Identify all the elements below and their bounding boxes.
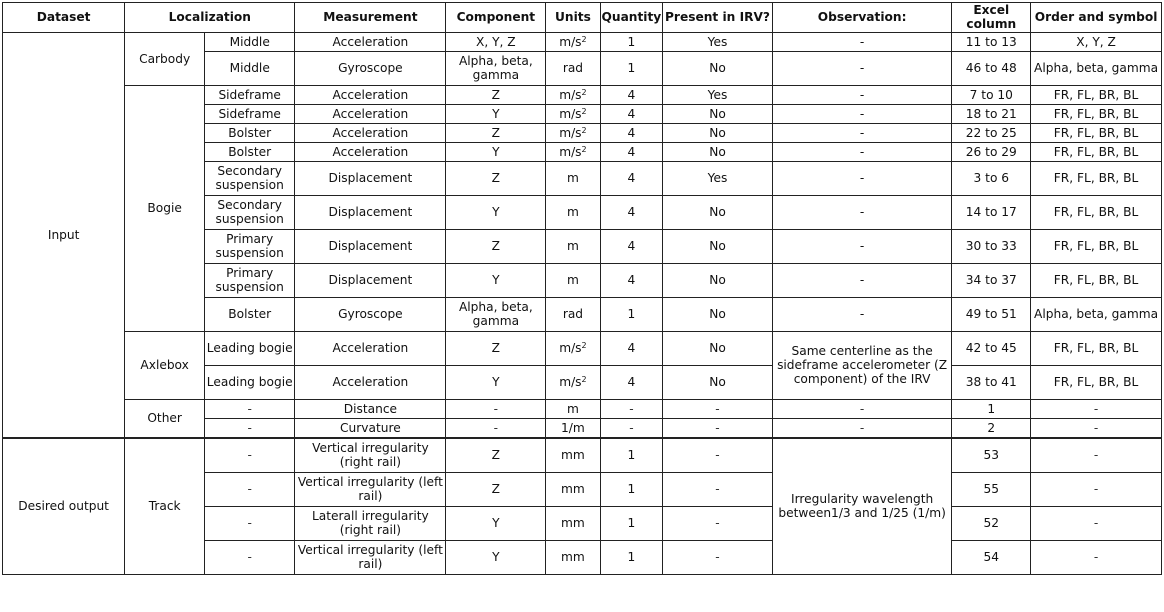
cell-excel: 30 to 33 bbox=[952, 229, 1031, 263]
data-table bbox=[2, 2, 1162, 575]
cell-loc: Sideframe bbox=[205, 104, 295, 123]
header-row bbox=[3, 3, 1162, 33]
cell-obs: - bbox=[772, 32, 952, 51]
cell-obs: - bbox=[772, 229, 952, 263]
cell-excel: 1 bbox=[952, 399, 1031, 418]
cell-meas: Laterall irregularity (right rail) bbox=[295, 506, 446, 540]
cell-irv: No bbox=[663, 195, 773, 229]
units-exp: 2 bbox=[581, 125, 587, 135]
cell-order: - bbox=[1031, 540, 1162, 574]
cell-comp: Y bbox=[446, 104, 546, 123]
cell-comp: Y bbox=[446, 142, 546, 161]
cell-loc: Bolster bbox=[205, 297, 295, 331]
cell-comp: Alpha, beta, gamma bbox=[446, 51, 546, 85]
cell-obs: - bbox=[772, 195, 952, 229]
cell-qty: 4 bbox=[600, 229, 663, 263]
cell-loc: Leading bogie bbox=[205, 331, 295, 365]
cell-units bbox=[546, 85, 600, 104]
header-measurement: Measurement bbox=[295, 3, 446, 33]
cell-excel: 34 to 37 bbox=[952, 263, 1031, 297]
cell-qty: 4 bbox=[600, 142, 663, 161]
cell-units: m bbox=[546, 195, 600, 229]
cell-excel: 3 to 6 bbox=[952, 161, 1031, 195]
cell-units bbox=[546, 365, 600, 399]
cell-obs-merged: Same centerline as the sideframe accelerometer (Z component) of the IRV bbox=[772, 331, 952, 399]
cell-loc: - bbox=[205, 438, 295, 473]
cell-units: m bbox=[546, 229, 600, 263]
units-base: m/s bbox=[559, 87, 582, 102]
cell-qty: 4 bbox=[600, 263, 663, 297]
units-base: m/s bbox=[559, 34, 582, 49]
cell-comp: Y bbox=[446, 263, 546, 297]
cell-meas: Vertical irregularity (left rail) bbox=[295, 540, 446, 574]
cell-loc: Bolster bbox=[205, 123, 295, 142]
cell-loc: Sideframe bbox=[205, 85, 295, 104]
cell-qty: 4 bbox=[600, 123, 663, 142]
units-base: m/s bbox=[559, 106, 582, 121]
cell-meas: Curvature bbox=[295, 418, 446, 438]
cell-meas: Vertical irregularity (left rail) bbox=[295, 472, 446, 506]
cell-irv: No bbox=[663, 365, 773, 399]
header-quantity: Quantity bbox=[600, 3, 663, 33]
cell-excel: 22 to 25 bbox=[952, 123, 1031, 142]
cell-units: m bbox=[546, 161, 600, 195]
cell-irv: No bbox=[663, 104, 773, 123]
cell-comp: Y bbox=[446, 540, 546, 574]
units-base: m/s bbox=[559, 144, 582, 159]
cell-excel: 42 to 45 bbox=[952, 331, 1031, 365]
cell-qty: 1 bbox=[600, 472, 663, 506]
cell-qty: 1 bbox=[600, 506, 663, 540]
cell-qty: - bbox=[600, 418, 663, 438]
cell-excel: 2 bbox=[952, 418, 1031, 438]
cell-obs: - bbox=[772, 399, 952, 418]
cell-meas: Displacement bbox=[295, 195, 446, 229]
cell-qty: 4 bbox=[600, 161, 663, 195]
cell-order: - bbox=[1031, 472, 1162, 506]
cell-irv: - bbox=[663, 472, 773, 506]
cell-irv: No bbox=[663, 229, 773, 263]
cell-qty: 4 bbox=[600, 331, 663, 365]
cell-obs: - bbox=[772, 161, 952, 195]
cell-meas: Vertical irregularity (right rail) bbox=[295, 438, 446, 473]
cell-loc: - bbox=[205, 418, 295, 438]
cell-comp: Z bbox=[446, 472, 546, 506]
cell-meas: Acceleration bbox=[295, 123, 446, 142]
cell-meas: Gyroscope bbox=[295, 51, 446, 85]
cell-comp: X, Y, Z bbox=[446, 32, 546, 51]
cell-meas: Displacement bbox=[295, 229, 446, 263]
cell-irv: Yes bbox=[663, 161, 773, 195]
cell-order: FR, FL, BR, BL bbox=[1031, 104, 1162, 123]
cell-loc: Bolster bbox=[205, 142, 295, 161]
header-component: Component bbox=[446, 3, 546, 33]
cell-units: 1/m bbox=[546, 418, 600, 438]
cell-order: FR, FL, BR, BL bbox=[1031, 123, 1162, 142]
cell-units: mm bbox=[546, 506, 600, 540]
cell-excel: 53 bbox=[952, 438, 1031, 473]
header-units: Units bbox=[546, 3, 600, 33]
table-row bbox=[3, 85, 1162, 104]
units-base: m/s bbox=[559, 375, 582, 390]
cell-qty: 4 bbox=[600, 85, 663, 104]
cell-irv: No bbox=[663, 263, 773, 297]
cell-obs: - bbox=[772, 263, 952, 297]
cell-comp: - bbox=[446, 399, 546, 418]
cell-irv: No bbox=[663, 123, 773, 142]
cell-units: m bbox=[546, 399, 600, 418]
cell-excel: 7 to 10 bbox=[952, 85, 1031, 104]
cell-obs: - bbox=[772, 51, 952, 85]
cell-loc: Middle bbox=[205, 32, 295, 51]
units-exp: 2 bbox=[581, 87, 587, 97]
units-base: m/s bbox=[559, 341, 582, 356]
group-other: Other bbox=[125, 399, 205, 438]
cell-loc: - bbox=[205, 506, 295, 540]
cell-excel: 46 to 48 bbox=[952, 51, 1031, 85]
cell-loc: Primary suspension bbox=[205, 263, 295, 297]
cell-meas: Acceleration bbox=[295, 365, 446, 399]
cell-meas: Acceleration bbox=[295, 85, 446, 104]
cell-units bbox=[546, 123, 600, 142]
group-input: Input bbox=[3, 32, 125, 438]
cell-order: FR, FL, BR, BL bbox=[1031, 195, 1162, 229]
cell-obs: - bbox=[772, 418, 952, 438]
cell-units bbox=[546, 142, 600, 161]
cell-loc: Secondary suspension bbox=[205, 161, 295, 195]
cell-excel: 18 to 21 bbox=[952, 104, 1031, 123]
cell-obs: - bbox=[772, 297, 952, 331]
units-base: m/s bbox=[559, 125, 582, 140]
cell-comp: Alpha, beta, gamma bbox=[446, 297, 546, 331]
cell-order: Alpha, beta, gamma bbox=[1031, 297, 1162, 331]
cell-order: FR, FL, BR, BL bbox=[1031, 161, 1162, 195]
cell-meas: Acceleration bbox=[295, 104, 446, 123]
cell-comp: Z bbox=[446, 229, 546, 263]
cell-irv: No bbox=[663, 142, 773, 161]
cell-excel: 11 to 13 bbox=[952, 32, 1031, 51]
cell-meas: Displacement bbox=[295, 161, 446, 195]
units-exp: 2 bbox=[581, 341, 587, 351]
cell-order: - bbox=[1031, 438, 1162, 473]
cell-loc: Middle bbox=[205, 51, 295, 85]
cell-meas: Distance bbox=[295, 399, 446, 418]
table-row bbox=[3, 399, 1162, 418]
header-excel-column: Excel column bbox=[952, 3, 1031, 33]
units-exp: 2 bbox=[581, 375, 587, 385]
cell-obs: - bbox=[772, 142, 952, 161]
cell-irv: - bbox=[663, 399, 773, 418]
cell-comp: Y bbox=[446, 506, 546, 540]
cell-units bbox=[546, 32, 600, 51]
cell-irv: No bbox=[663, 51, 773, 85]
cell-comp: Z bbox=[446, 438, 546, 473]
cell-units bbox=[546, 331, 600, 365]
cell-excel: 54 bbox=[952, 540, 1031, 574]
cell-obs: - bbox=[772, 123, 952, 142]
cell-order: - bbox=[1031, 506, 1162, 540]
units-exp: 2 bbox=[581, 34, 587, 44]
table-row bbox=[3, 32, 1162, 51]
cell-order: FR, FL, BR, BL bbox=[1031, 263, 1162, 297]
cell-obs: - bbox=[772, 85, 952, 104]
cell-excel: 55 bbox=[952, 472, 1031, 506]
table-row bbox=[3, 331, 1162, 365]
cell-order: Alpha, beta, gamma bbox=[1031, 51, 1162, 85]
group-carbody: Carbody bbox=[125, 32, 205, 85]
cell-units: mm bbox=[546, 540, 600, 574]
cell-meas: Displacement bbox=[295, 263, 446, 297]
table-row bbox=[3, 438, 1162, 473]
cell-meas: Gyroscope bbox=[295, 297, 446, 331]
cell-order: FR, FL, BR, BL bbox=[1031, 229, 1162, 263]
cell-meas: Acceleration bbox=[295, 331, 446, 365]
cell-excel: 49 to 51 bbox=[952, 297, 1031, 331]
cell-units: mm bbox=[546, 438, 600, 473]
cell-qty: 4 bbox=[600, 195, 663, 229]
header-present-in-irv: Present in IRV? bbox=[663, 3, 773, 33]
units-exp: 2 bbox=[581, 106, 587, 116]
cell-obs: - bbox=[772, 104, 952, 123]
cell-excel: 38 to 41 bbox=[952, 365, 1031, 399]
cell-meas: Acceleration bbox=[295, 142, 446, 161]
cell-units: rad bbox=[546, 297, 600, 331]
cell-irv: Yes bbox=[663, 32, 773, 51]
header-dataset: Dataset bbox=[3, 3, 125, 33]
cell-loc: Secondary suspension bbox=[205, 195, 295, 229]
cell-qty: 1 bbox=[600, 540, 663, 574]
cell-comp: Z bbox=[446, 85, 546, 104]
cell-qty: 1 bbox=[600, 438, 663, 473]
cell-units: mm bbox=[546, 472, 600, 506]
cell-excel: 52 bbox=[952, 506, 1031, 540]
cell-comp: Z bbox=[446, 123, 546, 142]
cell-units: m bbox=[546, 263, 600, 297]
cell-order: X, Y, Z bbox=[1031, 32, 1162, 51]
cell-order: FR, FL, BR, BL bbox=[1031, 331, 1162, 365]
cell-loc: - bbox=[205, 472, 295, 506]
cell-meas: Acceleration bbox=[295, 32, 446, 51]
cell-comp: Z bbox=[446, 161, 546, 195]
cell-comp: Y bbox=[446, 365, 546, 399]
cell-order: FR, FL, BR, BL bbox=[1031, 142, 1162, 161]
cell-units bbox=[546, 104, 600, 123]
cell-comp: Z bbox=[446, 331, 546, 365]
cell-comp: Y bbox=[446, 195, 546, 229]
cell-order: - bbox=[1031, 418, 1162, 438]
cell-loc: - bbox=[205, 399, 295, 418]
cell-irv: - bbox=[663, 506, 773, 540]
header-localization: Localization bbox=[125, 3, 295, 33]
cell-excel: 14 to 17 bbox=[952, 195, 1031, 229]
group-desired-output: Desired output bbox=[3, 438, 125, 575]
cell-irv: No bbox=[663, 331, 773, 365]
group-track: Track bbox=[125, 438, 205, 575]
cell-order: - bbox=[1031, 399, 1162, 418]
cell-obs-merged: Irregularity wavelength between1/3 and 1/25 (1/m) bbox=[772, 438, 952, 575]
cell-loc: Primary suspension bbox=[205, 229, 295, 263]
header-observation: Observation: bbox=[772, 3, 952, 33]
cell-irv: No bbox=[663, 297, 773, 331]
cell-irv: - bbox=[663, 418, 773, 438]
cell-order: FR, FL, BR, BL bbox=[1031, 365, 1162, 399]
cell-loc: Leading bogie bbox=[205, 365, 295, 399]
cell-qty: - bbox=[600, 399, 663, 418]
cell-irv: Yes bbox=[663, 85, 773, 104]
cell-qty: 1 bbox=[600, 297, 663, 331]
cell-loc: - bbox=[205, 540, 295, 574]
cell-excel: 26 to 29 bbox=[952, 142, 1031, 161]
cell-qty: 4 bbox=[600, 365, 663, 399]
cell-qty: 1 bbox=[600, 32, 663, 51]
units-exp: 2 bbox=[581, 144, 587, 154]
cell-qty: 1 bbox=[600, 51, 663, 85]
group-bogie: Bogie bbox=[125, 85, 205, 331]
cell-units: rad bbox=[546, 51, 600, 85]
cell-qty: 4 bbox=[600, 104, 663, 123]
cell-comp: - bbox=[446, 418, 546, 438]
group-axlebox: Axlebox bbox=[125, 331, 205, 399]
header-order-symbol: Order and symbol bbox=[1031, 3, 1162, 33]
cell-irv: - bbox=[663, 540, 773, 574]
cell-irv: - bbox=[663, 438, 773, 473]
cell-order: FR, FL, BR, BL bbox=[1031, 85, 1162, 104]
